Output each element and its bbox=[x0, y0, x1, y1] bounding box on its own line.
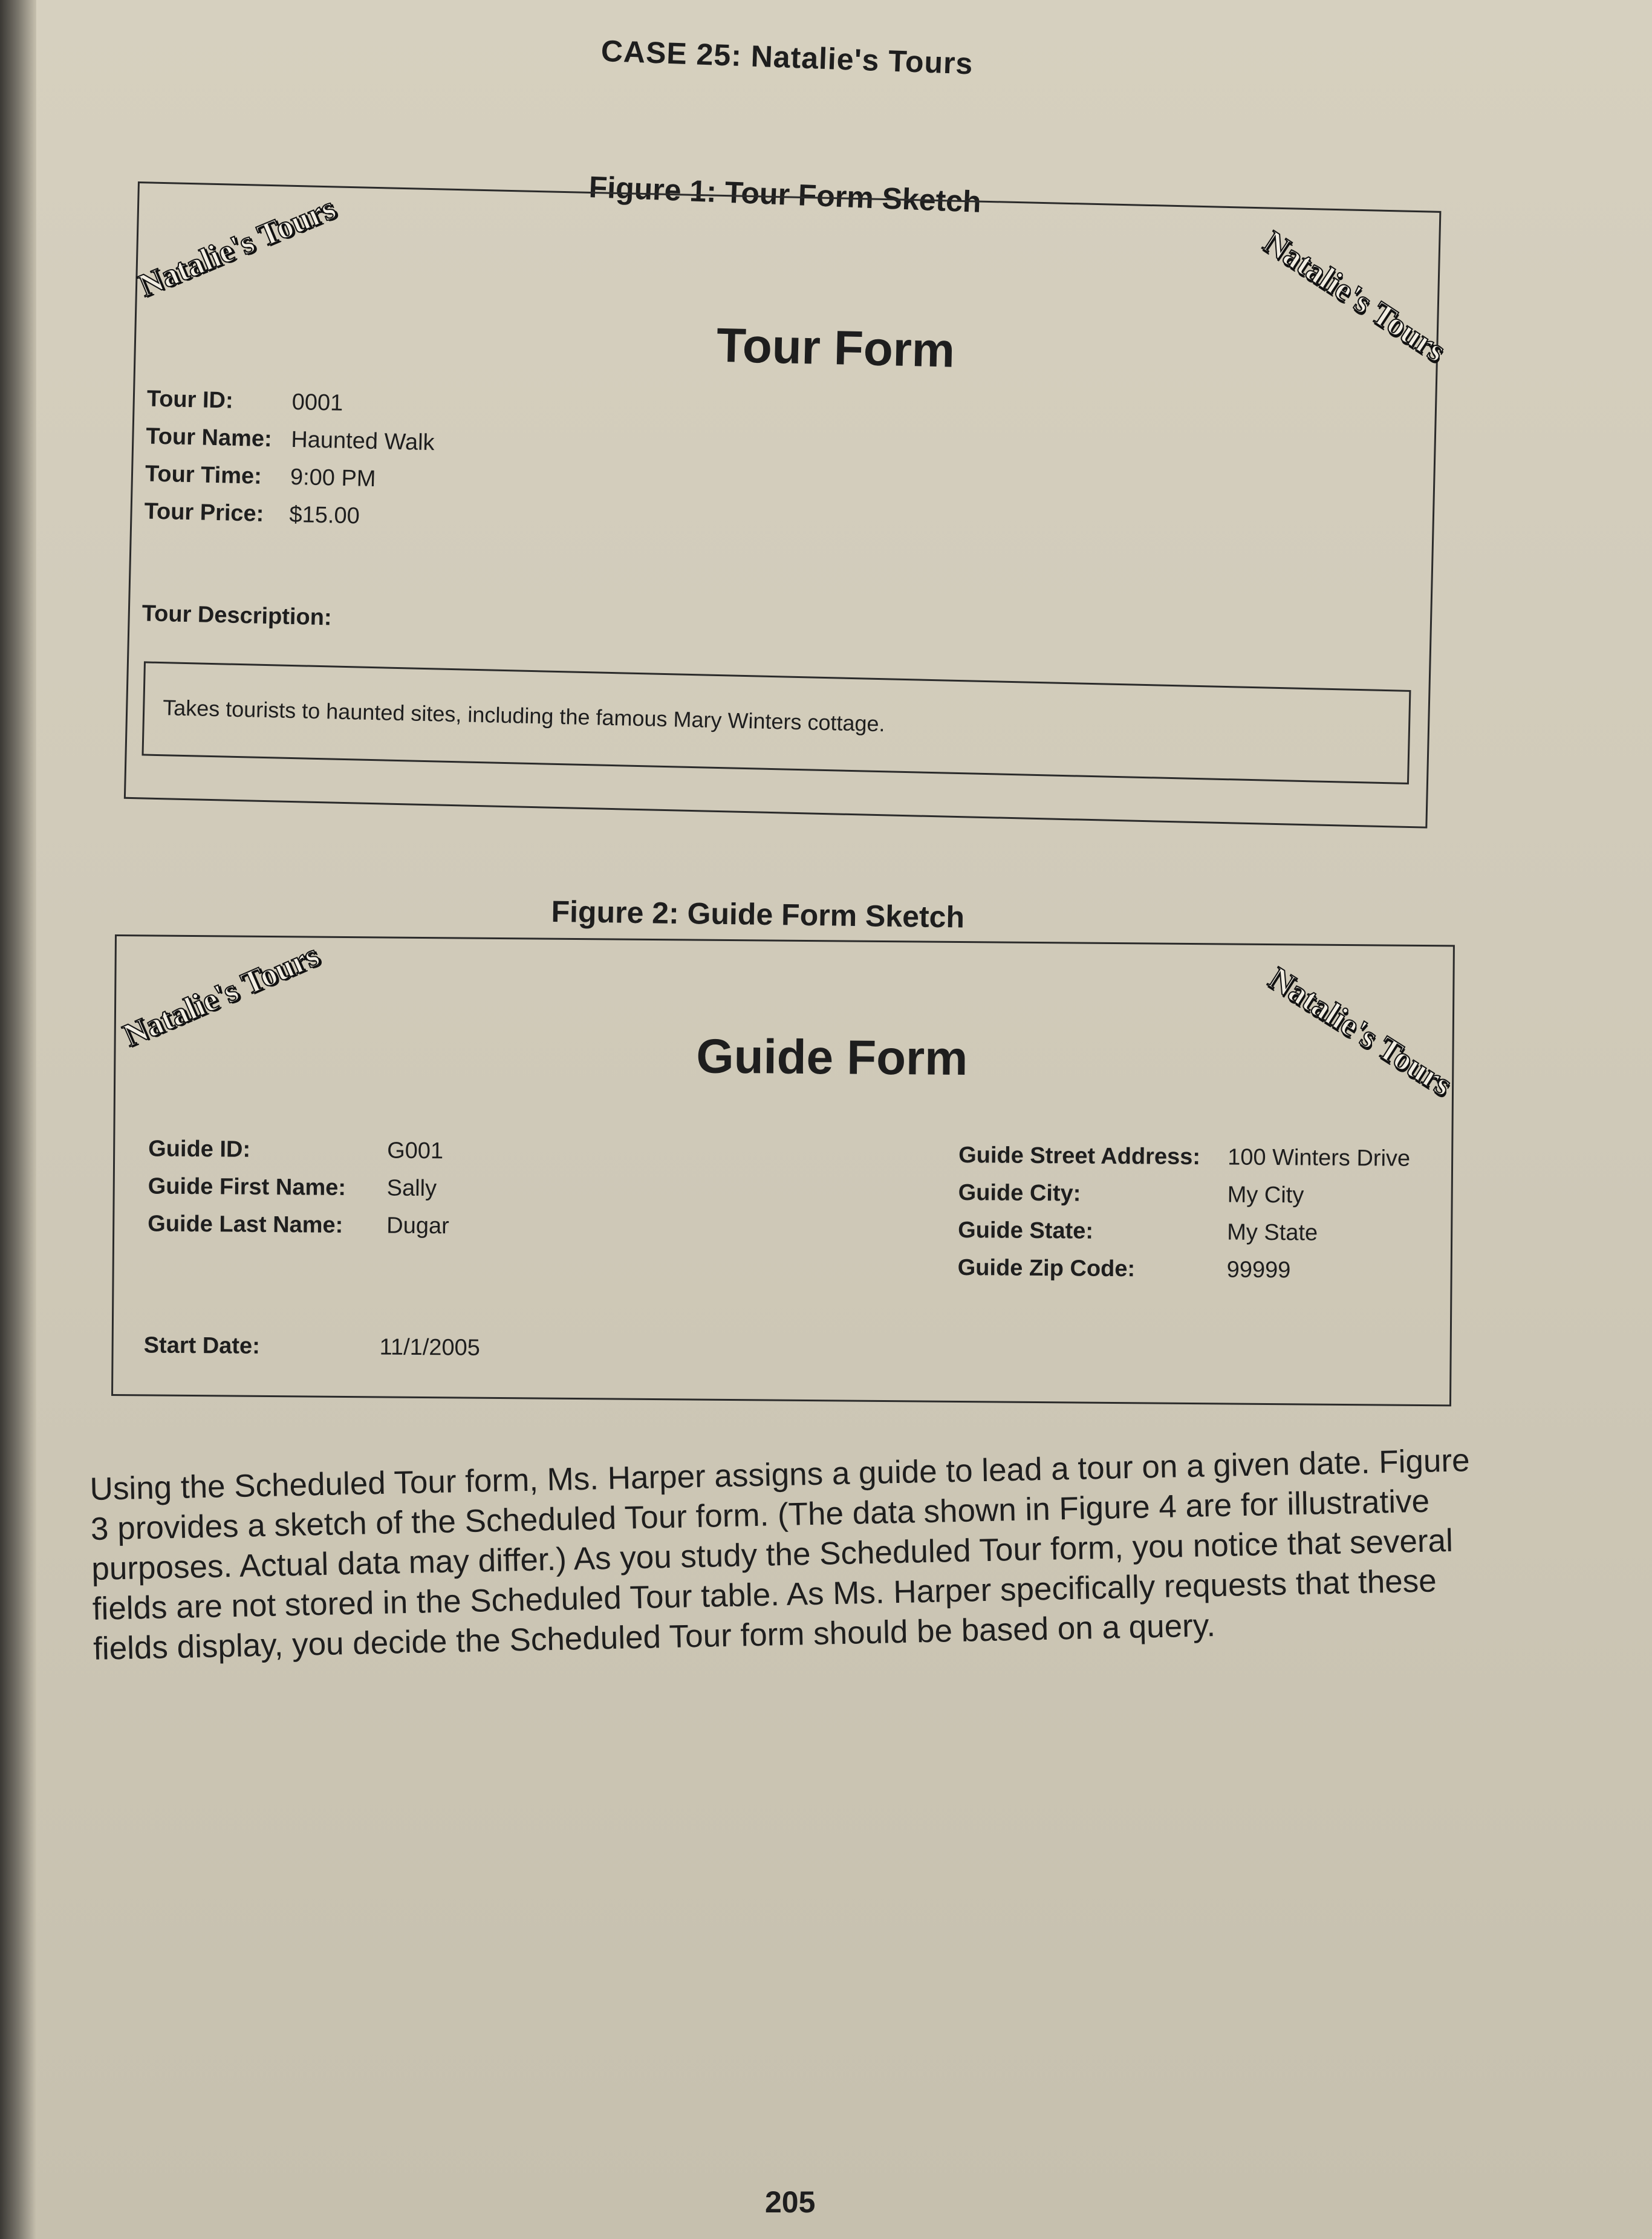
guide-first-name-label: Guide First Name: bbox=[148, 1173, 346, 1201]
tour-time-label: Tour Time: bbox=[145, 461, 262, 489]
case-title: CASE 25: Natalie's Tours bbox=[600, 33, 974, 81]
natalies-tours-logo: Natalie's Tours bbox=[1262, 959, 1459, 1103]
start-date-label: Start Date: bbox=[143, 1332, 260, 1359]
guide-state-label: Guide State: bbox=[958, 1217, 1094, 1244]
guide-form-sketch bbox=[111, 934, 1459, 1406]
guide-last-name-label: Guide Last Name: bbox=[148, 1211, 343, 1238]
guide-last-name-value: Dugar bbox=[386, 1213, 449, 1239]
tour-description-box bbox=[141, 661, 1411, 784]
tour-name-label: Tour Name: bbox=[145, 423, 273, 452]
guide-zip-code-value: 99999 bbox=[1226, 1257, 1291, 1283]
tour-price-label: Tour Price: bbox=[144, 498, 264, 527]
natalies-tours-logo: Natalie's Tours bbox=[133, 189, 341, 304]
start-date-value: 11/1/2005 bbox=[379, 1334, 481, 1361]
tour-name-value: Haunted Walk bbox=[290, 426, 435, 456]
page-number: 205 bbox=[765, 2185, 816, 2219]
natalies-tours-logo: Natalie's Tours bbox=[117, 936, 325, 1054]
guide-id-value: G001 bbox=[387, 1138, 444, 1164]
guide-id-label: Guide ID: bbox=[148, 1136, 251, 1162]
tour-price-value: $15.00 bbox=[289, 501, 360, 529]
figure1-caption: Figure 1: Tour Form Sketch bbox=[588, 169, 982, 219]
natalies-tours-logo: Natalie's Tours bbox=[1257, 223, 1452, 369]
book-spine-shadow bbox=[0, 0, 36, 2239]
guide-state-value: My State bbox=[1227, 1219, 1318, 1246]
tour-time-value: 9:00 PM bbox=[290, 464, 376, 492]
guide-first-name-value: Sally bbox=[386, 1175, 437, 1202]
figure2-caption: Figure 2: Guide Form Sketch bbox=[551, 894, 965, 934]
tour-description-label: Tour Description: bbox=[141, 601, 333, 631]
tour-form-sketch bbox=[124, 181, 1452, 829]
guide-zip-code-label: Guide Zip Code: bbox=[957, 1254, 1136, 1282]
tour-id-label: Tour ID: bbox=[146, 386, 234, 414]
tour-form-heading: Tour Form bbox=[716, 318, 956, 377]
guide-street-address-value: 100 Winters Drive bbox=[1227, 1144, 1411, 1172]
guide-city-label: Guide City: bbox=[958, 1179, 1081, 1207]
tour-description-text: Takes tourists to haunted sites, including the famous Mary Winters cottage. bbox=[162, 695, 886, 737]
guide-city-value: My City bbox=[1227, 1182, 1304, 1208]
body-paragraph: Using the Scheduled Tour form, Ms. Harper assigns a guide to lead a tour on a given date. Figure 3 provides a sketch of the Scheduled Tour form. (The data shown in Figure 4 are for illustrative purposes. Actual data may differ.) As you study the Scheduled Tour form, you notice that several fields are not stored in the Scheduled Tour table. As Ms. Harper specifically requests that these fields display, you decide the Scheduled Tour form should be based on a query. bbox=[89, 1442, 1471, 1667]
guide-street-address-label: Guide Street Address: bbox=[958, 1142, 1201, 1170]
tour-id-value: 0001 bbox=[291, 389, 343, 416]
guide-form-heading: Guide Form bbox=[696, 1029, 968, 1086]
